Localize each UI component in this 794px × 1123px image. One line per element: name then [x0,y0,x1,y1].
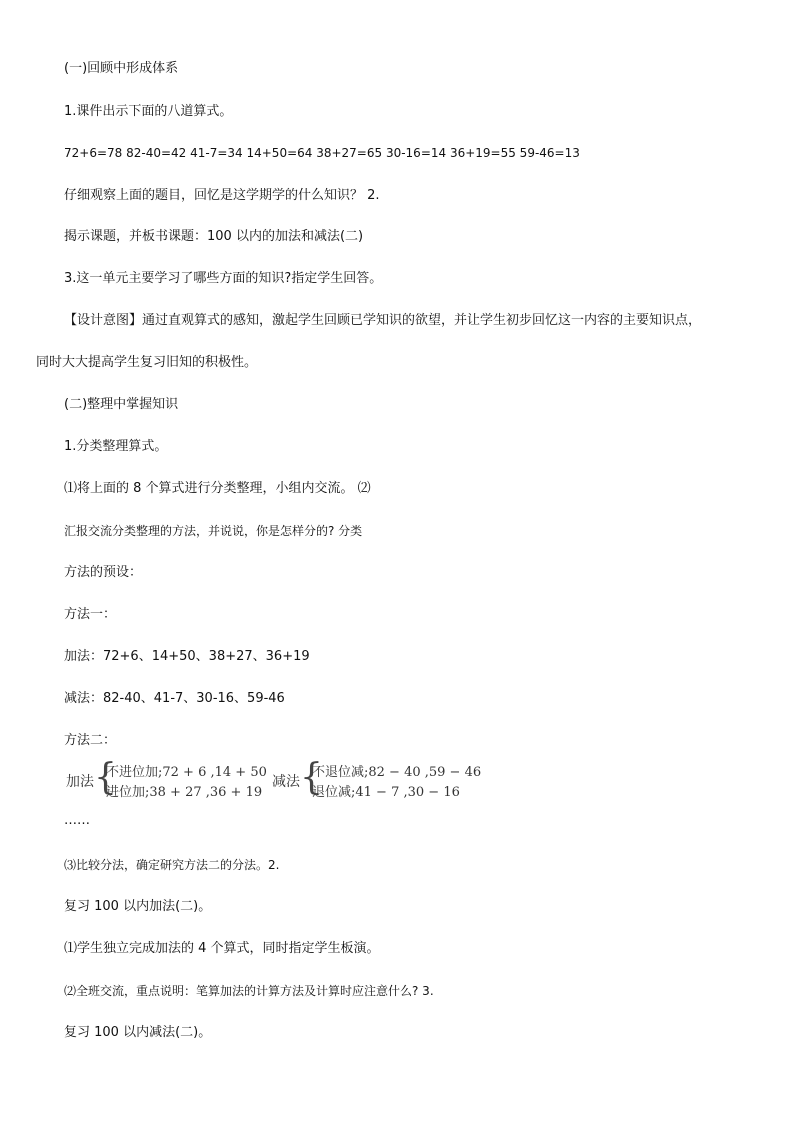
section-heading-organize: (二)整理中掌握知识 [64,397,179,412]
paragraph: ⑵全班交流，重点说明：笔算加法的计算方法及计算时应注意什么? 3. [64,984,434,998]
method-one-addition: 加法：72+6、14+50、38+27、36+19 [64,649,310,664]
paragraph: 仔细观察上面的题目，回忆是这学期学的什么知识？ 2. [64,188,380,203]
paragraph: ⑶比较分法，确定研究方法二的分法。2. [64,858,280,872]
left-brace-icon: { [300,757,323,798]
paragraph: 汇报交流分类整理的方法，并说说，你是怎样分的? 分类 [64,524,363,538]
paragraph: 1.分类整理算式。 [64,439,168,454]
method-one-heading: 方法一： [64,607,117,622]
paragraph: 3.这一单元主要学习了哪些方面的知识?指定学生回答。 [64,271,383,286]
subtraction-label: 减法 [272,774,300,790]
paragraph: 揭示课题，并板书课题：100 以内的加法和减法(二) [64,229,364,244]
method-two-heading: 方法二： [64,733,117,748]
design-intent-continuation: 同时大大提高学生复习旧知的积极性。 [36,355,258,370]
paragraph: 复习 100 以内加法(二)。 [64,899,212,914]
design-intent-paragraph: 【设计意图】通过直观算式的感知，激起学生回顾已学知识的欲望，并让学生初步回忆这一内容的主要知识点， [64,313,702,328]
paragraph: 方法的预设： [64,565,143,580]
paragraph: ⑴将上面的 8 个算式进行分类整理，小组内交流。 ⑵ [64,481,371,496]
paragraph: 1.课件出示下面的八道算式。 [64,104,233,119]
method-one-subtraction: 减法：82-40、41-7、30-16、59-46 [64,691,285,706]
subtraction-no-borrow: 不退位减;82 − 40 ,59 − 46 [312,765,482,780]
equations-line: 72+6=78 82-40=42 41-7=34 14+50=64 38+27=65 30-16=14 36+19=55 59-46=13 [64,146,580,160]
subtraction-with-borrow: 退位减;41 − 7 ,30 − 16 [312,785,460,800]
addition-with-carry: 进位加;38 + 27 ,36 + 19 [106,785,263,800]
paragraph: ⑴学生独立完成加法的 4 个算式，同时指定学生板演。 [64,941,380,956]
addition-no-carry: 不进位加;72 + 6 ,14 + 50 [106,765,267,780]
paragraph: 复习 100 以内减法(二)。 [64,1025,212,1040]
section-heading-review: (一)回顾中形成体系 [64,61,179,76]
addition-label: 加法 [66,774,94,790]
ellipsis: …… [64,813,90,828]
left-brace-icon: { [94,757,117,798]
